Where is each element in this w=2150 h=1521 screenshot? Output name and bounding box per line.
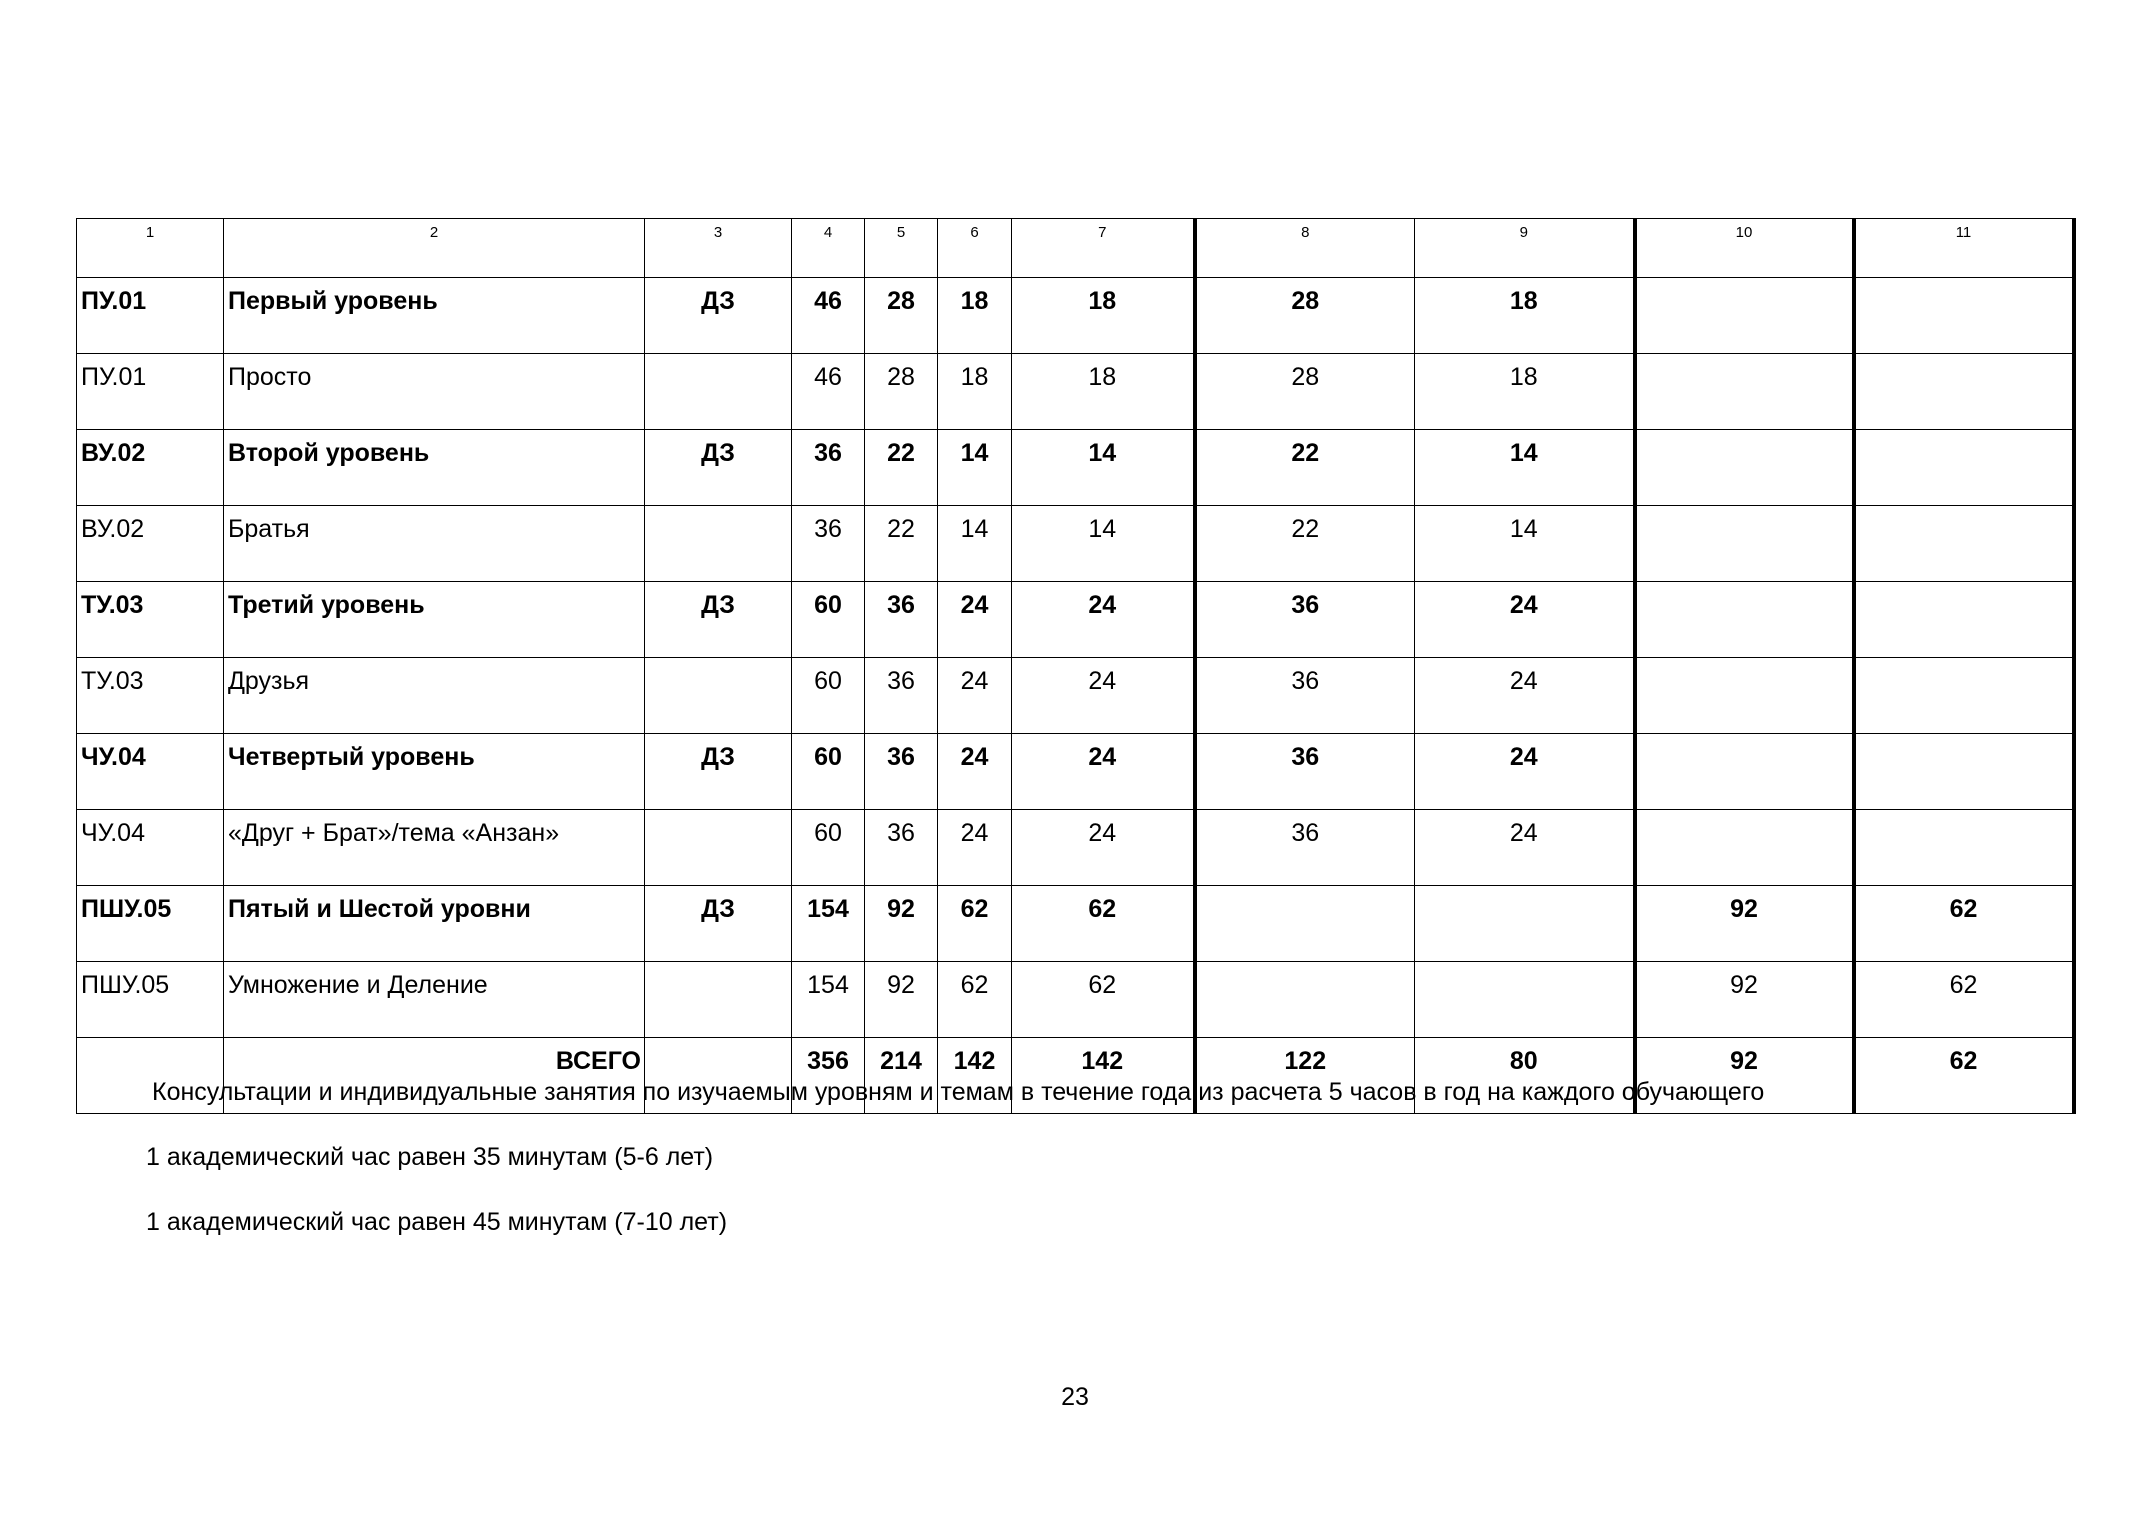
hours-cell xyxy=(1854,430,2074,506)
hours-cell: 60 xyxy=(792,734,865,810)
row-title: Друзья xyxy=(224,658,645,734)
hours-cell: 18 xyxy=(938,278,1012,354)
row-assessment: ДЗ xyxy=(645,430,792,506)
row-code: ТУ.03 xyxy=(77,582,224,658)
hours-cell: 14 xyxy=(938,506,1012,582)
hours-cell: 24 xyxy=(1012,810,1195,886)
column-number: 2 xyxy=(224,219,645,278)
hours-cell: 60 xyxy=(792,658,865,734)
row-assessment xyxy=(645,658,792,734)
table-row-topic xyxy=(77,962,2074,1038)
column-number: 4 xyxy=(792,219,865,278)
column-number: 3 xyxy=(645,219,792,278)
hours-cell xyxy=(1854,658,2074,734)
hours-cell: 46 xyxy=(792,354,865,430)
hours-cell: 62 xyxy=(938,886,1012,962)
total-label: ВСЕГО xyxy=(224,1038,645,1114)
row-title: Первый уровень xyxy=(224,278,645,354)
total-value: 92 xyxy=(1635,1038,1854,1114)
hours-cell xyxy=(1854,810,2074,886)
hours-cell xyxy=(1635,278,1854,354)
hours-cell xyxy=(1415,886,1635,962)
hours-cell xyxy=(1635,810,1854,886)
hours-cell: 24 xyxy=(1415,810,1635,886)
hours-cell xyxy=(1635,430,1854,506)
total-value: 142 xyxy=(938,1038,1012,1114)
hours-cell: 24 xyxy=(1415,734,1635,810)
hours-cell: 18 xyxy=(1012,354,1195,430)
row-assessment: ДЗ xyxy=(645,886,792,962)
hours-cell xyxy=(1195,962,1415,1038)
row-code: ЧУ.04 xyxy=(77,810,224,886)
hours-cell xyxy=(1415,962,1635,1038)
hours-cell: 154 xyxy=(792,886,865,962)
column-number: 7 xyxy=(1012,219,1195,278)
total-value: 62 xyxy=(1854,1038,2074,1114)
hours-cell: 22 xyxy=(1195,430,1415,506)
hours-cell: 24 xyxy=(1012,658,1195,734)
table-row-topic xyxy=(77,658,2074,734)
hours-cell xyxy=(1635,734,1854,810)
column-number: 5 xyxy=(865,219,938,278)
table-row-topic xyxy=(77,810,2074,886)
hours-cell: 60 xyxy=(792,582,865,658)
hours-cell: 62 xyxy=(1854,962,2074,1038)
table-row-level xyxy=(77,278,2074,354)
row-assessment: ДЗ xyxy=(645,582,792,658)
hours-cell: 62 xyxy=(938,962,1012,1038)
total-value: 122 xyxy=(1195,1038,1415,1114)
hours-cell: 36 xyxy=(865,810,938,886)
row-assessment xyxy=(645,354,792,430)
note-consultations: Консультации и индивидуальные занятия по изучаемым уровням и темам в течение года из расчета 5 часов в год на каждого обучающего xyxy=(152,1078,1765,1106)
row-assessment xyxy=(645,810,792,886)
row-title: Пятый и Шестой уровни xyxy=(224,886,645,962)
hours-cell: 62 xyxy=(1012,886,1195,962)
hours-cell: 154 xyxy=(792,962,865,1038)
note-hour-5-6: 1 академический час равен 35 минутам (5-6 лет) xyxy=(146,1143,714,1171)
row-assessment xyxy=(645,962,792,1038)
total-value: 214 xyxy=(865,1038,938,1114)
hours-cell: 36 xyxy=(1195,810,1415,886)
hours-cell: 24 xyxy=(1415,582,1635,658)
hours-cell: 92 xyxy=(865,962,938,1038)
hours-cell xyxy=(1854,278,2074,354)
column-number: 11 xyxy=(1854,219,2074,278)
hours-cell xyxy=(1635,658,1854,734)
hours-cell: 24 xyxy=(938,734,1012,810)
hours-cell: 36 xyxy=(1195,734,1415,810)
row-code: ПШУ.05 xyxy=(77,962,224,1038)
column-number-row xyxy=(77,219,2074,278)
row-code: ПУ.01 xyxy=(77,354,224,430)
hours-cell: 36 xyxy=(792,430,865,506)
row-assessment xyxy=(645,506,792,582)
row-code: ВУ.02 xyxy=(77,506,224,582)
table-row-level xyxy=(77,734,2074,810)
hours-cell: 22 xyxy=(865,430,938,506)
hours-cell: 28 xyxy=(1195,278,1415,354)
total-value: 356 xyxy=(792,1038,865,1114)
column-number: 9 xyxy=(1415,219,1635,278)
row-title: Четвертый уровень xyxy=(224,734,645,810)
hours-cell: 36 xyxy=(865,658,938,734)
hours-cell xyxy=(1854,506,2074,582)
row-assessment: ДЗ xyxy=(645,278,792,354)
hours-cell: 62 xyxy=(1012,962,1195,1038)
table-row-level xyxy=(77,582,2074,658)
row-title: Просто xyxy=(224,354,645,430)
table-row-level xyxy=(77,886,2074,962)
table-body xyxy=(77,219,2074,1114)
row-assessment: ДЗ xyxy=(645,734,792,810)
table-row-level xyxy=(77,430,2074,506)
hours-cell: 24 xyxy=(1012,734,1195,810)
hours-cell: 14 xyxy=(1012,430,1195,506)
column-number: 1 xyxy=(77,219,224,278)
hours-cell: 36 xyxy=(1195,582,1415,658)
hours-cell xyxy=(1635,582,1854,658)
hours-cell: 14 xyxy=(1012,506,1195,582)
hours-cell xyxy=(1195,886,1415,962)
column-number: 6 xyxy=(938,219,1012,278)
row-title: Третий уровень xyxy=(224,582,645,658)
hours-cell: 36 xyxy=(792,506,865,582)
hours-cell: 14 xyxy=(1415,506,1635,582)
row-title: «Друг + Брат»/тема «Анзан» xyxy=(224,810,645,886)
hours-cell: 22 xyxy=(1195,506,1415,582)
page-number: 23 xyxy=(1061,1383,1089,1411)
hours-cell xyxy=(1854,354,2074,430)
row-title: Второй уровень xyxy=(224,430,645,506)
hours-cell xyxy=(1635,354,1854,430)
hours-cell: 92 xyxy=(1635,962,1854,1038)
row-title: Братья xyxy=(224,506,645,582)
hours-cell: 24 xyxy=(938,658,1012,734)
study-plan-table xyxy=(76,218,2076,1114)
hours-cell xyxy=(1635,506,1854,582)
row-code: ВУ.02 xyxy=(77,430,224,506)
hours-cell: 36 xyxy=(865,582,938,658)
hours-cell: 24 xyxy=(1012,582,1195,658)
note-hour-7-10: 1 академический час равен 45 минутам (7-10 лет) xyxy=(146,1208,728,1236)
row-code: ПУ.01 xyxy=(77,278,224,354)
hours-cell: 14 xyxy=(938,430,1012,506)
row-code: ЧУ.04 xyxy=(77,734,224,810)
hours-cell: 28 xyxy=(865,278,938,354)
hours-cell: 36 xyxy=(865,734,938,810)
hours-cell: 46 xyxy=(792,278,865,354)
hours-cell: 14 xyxy=(1415,430,1635,506)
hours-cell: 36 xyxy=(1195,658,1415,734)
hours-cell: 24 xyxy=(938,810,1012,886)
table-row-topic xyxy=(77,506,2074,582)
total-value: 142 xyxy=(1012,1038,1195,1114)
hours-cell xyxy=(1854,582,2074,658)
hours-cell: 22 xyxy=(865,506,938,582)
hours-cell: 18 xyxy=(1415,354,1635,430)
column-number: 8 xyxy=(1195,219,1415,278)
column-number: 10 xyxy=(1635,219,1854,278)
hours-cell: 24 xyxy=(1415,658,1635,734)
hours-cell xyxy=(1854,734,2074,810)
hours-cell: 62 xyxy=(1854,886,2074,962)
hours-cell: 92 xyxy=(1635,886,1854,962)
hours-cell: 18 xyxy=(1415,278,1635,354)
hours-cell: 60 xyxy=(792,810,865,886)
hours-cell: 18 xyxy=(1012,278,1195,354)
hours-cell: 18 xyxy=(938,354,1012,430)
hours-cell: 28 xyxy=(865,354,938,430)
row-code: ТУ.03 xyxy=(77,658,224,734)
total-value: 80 xyxy=(1415,1038,1635,1114)
table-row-topic xyxy=(77,354,2074,430)
hours-cell: 92 xyxy=(865,886,938,962)
hours-cell: 24 xyxy=(938,582,1012,658)
row-title: Умножение и Деление xyxy=(224,962,645,1038)
hours-cell: 28 xyxy=(1195,354,1415,430)
row-code: ПШУ.05 xyxy=(77,886,224,962)
